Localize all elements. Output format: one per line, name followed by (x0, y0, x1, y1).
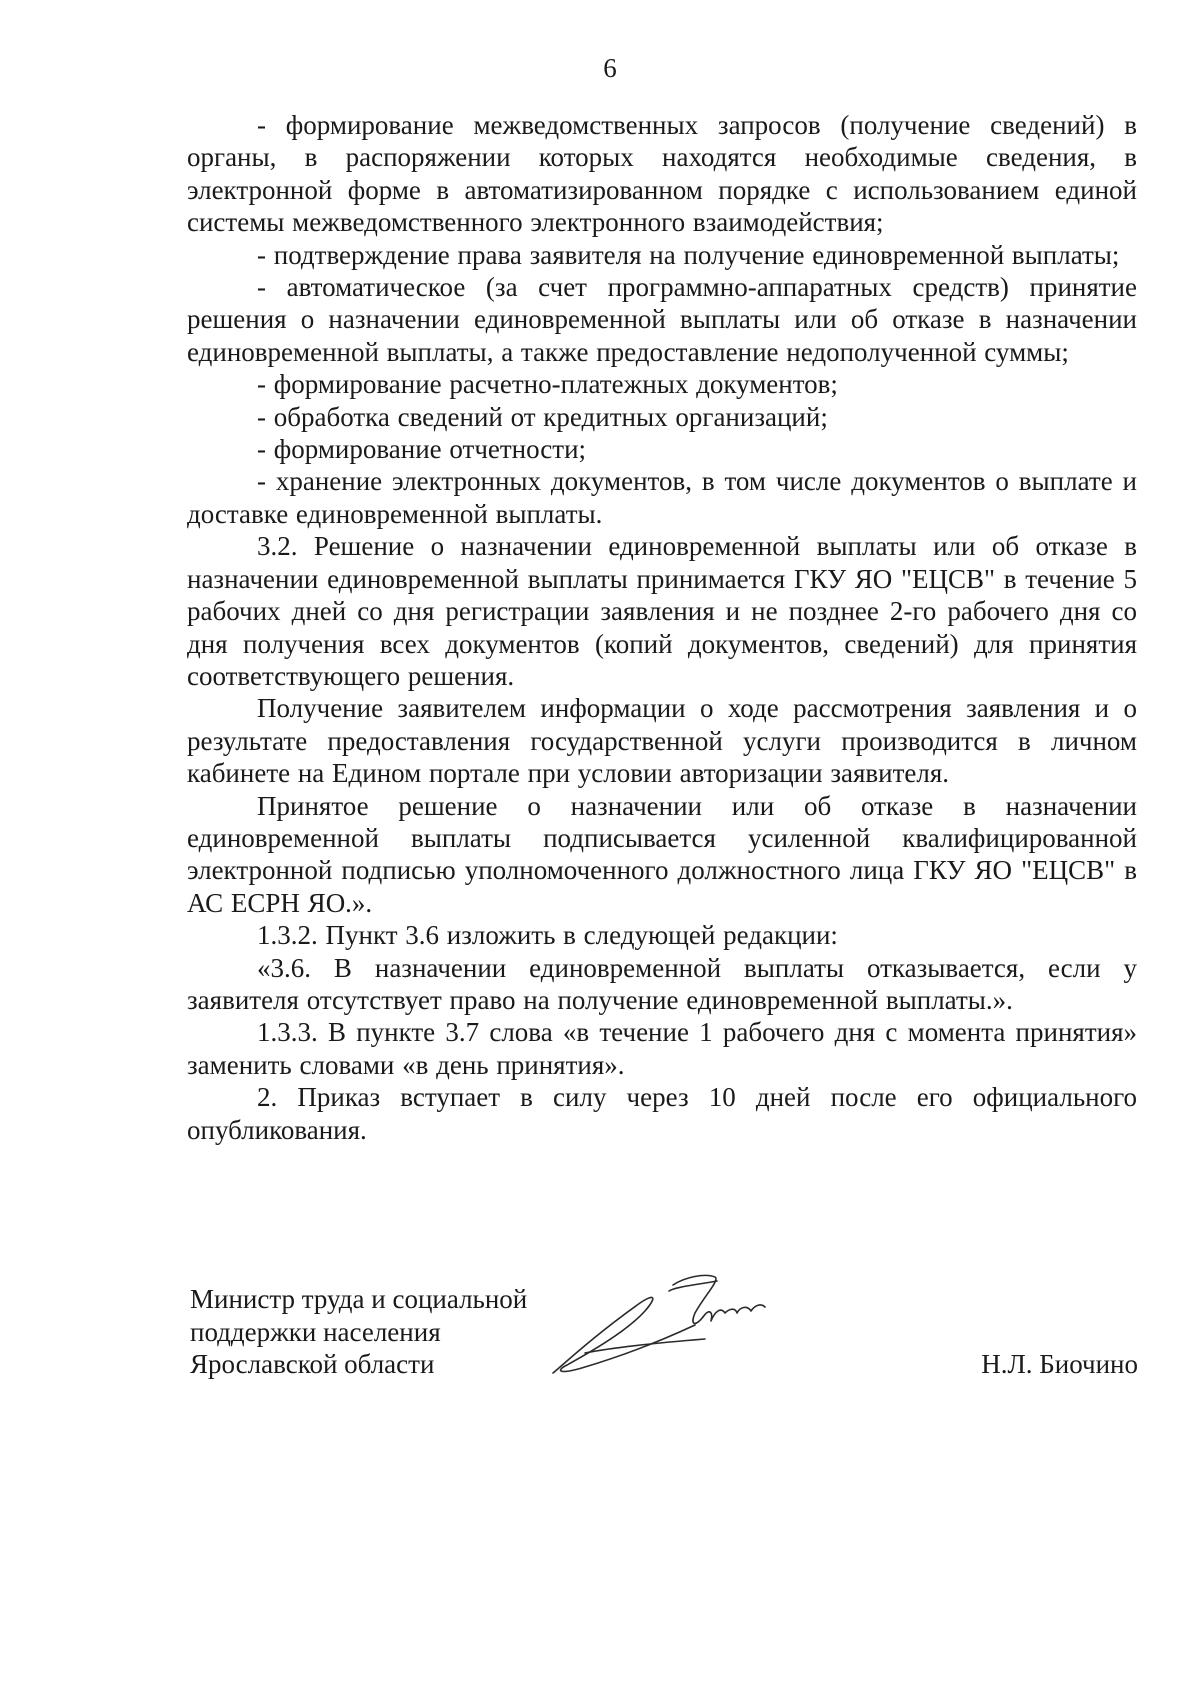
paragraph-document-storage: - хранение электронных документов, в том числе документов о выплате и доставке единовременной выплаты. (187, 466, 1137, 529)
paragraph-3-2-decision: 3.2. Решение о назначении единовременной выплаты или об отказе в назначении единовременной выплаты принимается ГКУ ЯО "ЕЦСВ" в течение 5 рабочих дней со дня регистрации заявления и не позднее 2-го рабочего дня со дня получения всех документов (копий документов, сведений) для принятия соответствующего решения. (187, 531, 1137, 691)
document-body (187, 109, 1137, 1146)
signatory-position (190, 1283, 527, 1381)
paragraph-reporting: - формирование отчетности; (257, 434, 587, 465)
paragraph-interagency-requests: - формирование межведомственных запросов (получение сведений) в органы, в распоряжении которых находятся необходимые сведения, в электронной форме в автоматизированном порядке с использованием единой системы межведомственного электронного взаимодействия; (187, 110, 1137, 238)
paragraph-decision-signing: Принятое решение о назначении или об отказе в назначении единовременной выплаты подписывается усиленной квалифицированной электронной подписью уполномоченного должностного лица ГКУ ЯО "ЕЦСВ" в АС ЕСРН ЯО.». (187, 790, 1137, 918)
paragraph-3-6-refusal: «3.6. В назначении единовременной выплаты отказывается, если у заявителя отсутствует право на получение единовременной выплаты.». (187, 952, 1137, 1015)
paragraph-automatic-decision: - автоматическое (за счет программно-аппаратных средств) принятие решения о назначении единовременной выплаты или об отказе в назначении единовременной выплаты, а также предоставление недополученной суммы; (187, 272, 1137, 367)
signatory-position-line: Министр труда и социальной (190, 1284, 528, 1314)
paragraph-1-3-3: 1.3.3. В пункте 3.7 слова «в течение 1 рабочего дня с момента принятия» заменить словами «в день принятия». (187, 1017, 1137, 1080)
paragraph-1-3-2: 1.3.2. Пункт 3.6 изложить в следующей редакции: (257, 920, 838, 951)
signatory-name: Н.Л. Биочино (981, 1349, 1138, 1379)
paragraph-applicant-information: Получение заявителем информации о ходе рассмотрения заявления и о результате предоставления государственной услуги производится в личном кабинете на Едином портале при условии авторизации заявителя. (187, 693, 1137, 789)
signatory-position-line: Ярославской области (190, 1349, 435, 1379)
signatory-position-line: поддержки населения (190, 1316, 441, 1347)
page-number: 6 (603, 53, 617, 83)
paragraph-credit-organizations: - обработка сведений от кредитных организаций; (257, 401, 828, 432)
paragraph-2-entry-into-force: 2. Приказ вступает в силу через 10 дней после его официального опубликования. (187, 1082, 1137, 1145)
handwritten-signature (545, 1255, 805, 1385)
paragraph-payment-documents: - формирование расчетно-платежных документов; (257, 369, 838, 400)
paragraph-right-confirmation: - подтверждение права заявителя на получение единовременной выплаты; (257, 239, 1120, 270)
